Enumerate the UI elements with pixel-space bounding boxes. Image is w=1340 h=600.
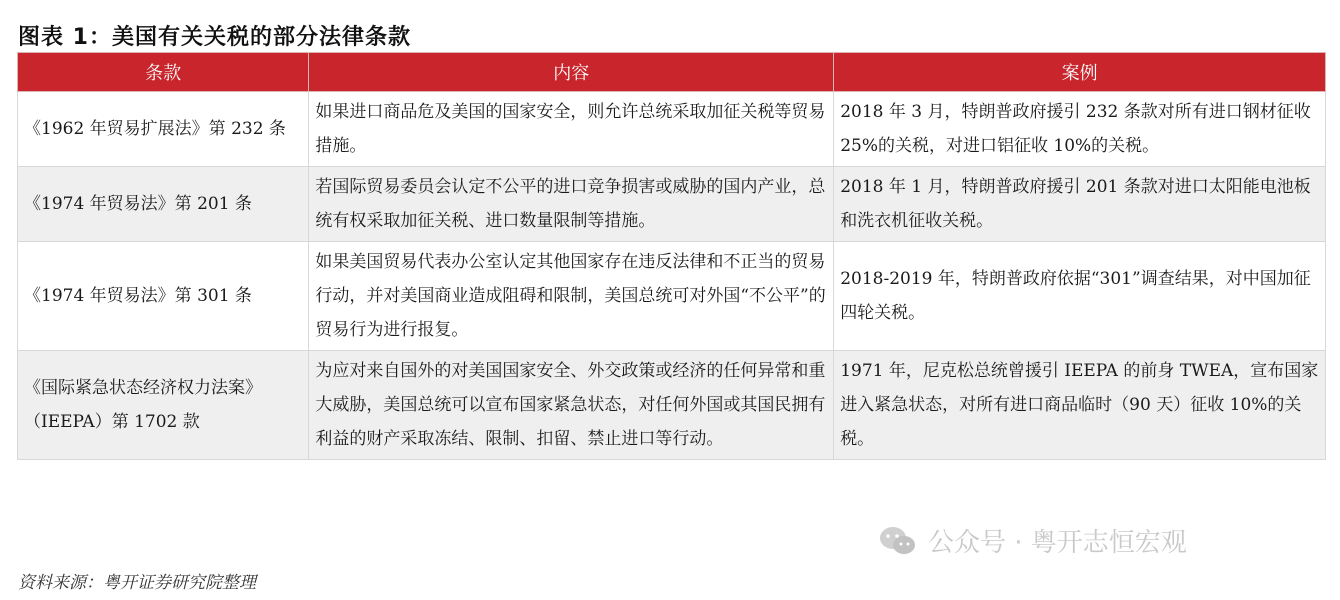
case-cell: 2018 年 3 月，特朗普政府援引 232 条款对所有进口钢材征收 25%的关税，对进口铝征收 10%的关税。 (834, 92, 1326, 167)
content-cell: 如果美国贸易代表办公室认定其他国家存在违反法律和不正当的贸易行动，并对美国商业造成阻碍和限制，美国总统可对外国“不公平”的贸易行为进行报复。 (309, 242, 834, 351)
content-cell: 为应对来自国外的对美国国家安全、外交政策或经济的任何异常和重大威胁，美国总统可以宣布国家紧急状态，对任何外国或其国民拥有利益的财产采取冻结、限制、扣留、禁止进口等行动。 (309, 351, 834, 460)
table-row (18, 92, 1326, 167)
content-cell: 若国际贸易委员会认定不公平的进口竞争损害或威胁的国内产业，总统有权采取加征关税、进口数量限制等措施。 (309, 167, 834, 242)
case-cell: 2018-2019 年，特朗普政府依据“301”调查结果，对中国加征四轮关税。 (834, 242, 1326, 351)
watermark-text: 公众号 · 粤开志恒宏观 (928, 528, 1187, 558)
header-clause: 条款 (18, 53, 309, 92)
header-content: 内容 (309, 53, 834, 92)
clause-cell: 《1974 年贸易法》第 301 条 (18, 242, 309, 351)
table-row (18, 167, 1326, 242)
header-case: 案例 (834, 53, 1326, 92)
clause-cell: 《国际紧急状态经济权力法案》（IEEPA）第 1702 款 (18, 351, 309, 460)
table-header-row (18, 53, 1326, 92)
source-note: 资料来源：粤开证券研究院整理 (18, 573, 256, 593)
table-row (18, 351, 1326, 460)
figure-title: 图表 1：美国有关关税的部分法律条款 (18, 25, 411, 50)
law-table (17, 52, 1326, 460)
clause-cell: 《1962 年贸易扩展法》第 232 条 (18, 92, 309, 167)
wechat-icon (878, 525, 918, 557)
table-row (18, 242, 1326, 351)
watermark (878, 522, 1187, 559)
content-cell: 如果进口商品危及美国的国家安全，则允许总统采取加征关税等贸易措施。 (309, 92, 834, 167)
clause-cell: 《1974 年贸易法》第 201 条 (18, 167, 309, 242)
case-cell: 1971 年，尼克松总统曾援引 IEEPA 的前身 TWEA，宣布国家进入紧急状态，对所有进口商品临时（90 天）征收 10%的关税。 (834, 351, 1326, 460)
case-cell: 2018 年 1 月，特朗普政府援引 201 条款对进口太阳能电池板和洗衣机征收关税。 (834, 167, 1326, 242)
